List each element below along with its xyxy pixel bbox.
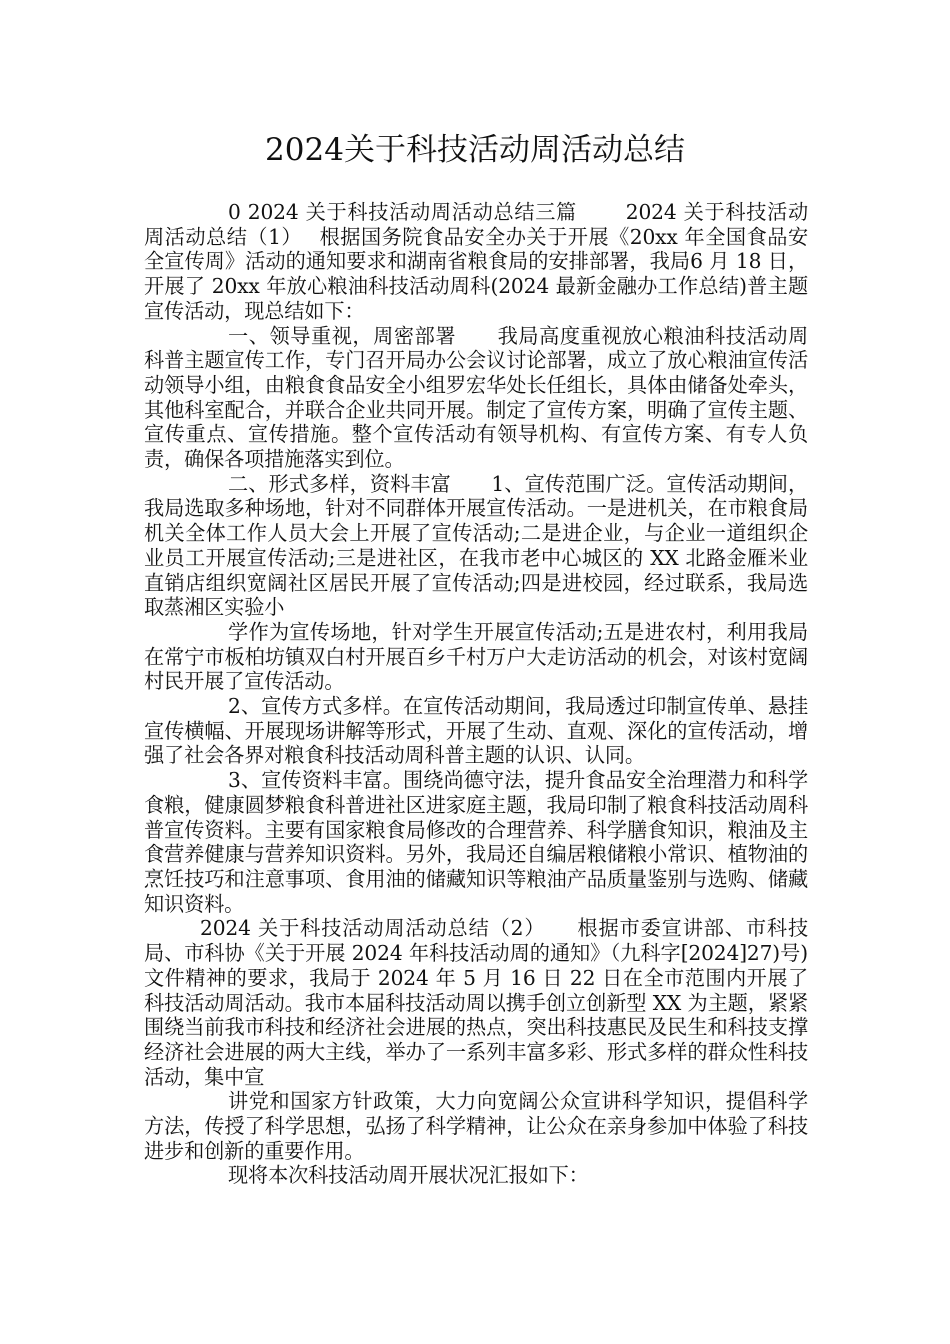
paragraph-summary-2: 2024 关于科技活动周活动总结（2） 根据市委宣讲部、市科技局、市科协《关于开展 2024 年科技活动周的通知》（九科字[2024]27)号)文件精神的要求，我局于 2024 年 5 月 16 日 22 日在全市范围内开展了科技活动周活动。我市本届科技活动周以携手创立创新型 XX 为主题，紧紧围绕当前我市科技和经济社会进展的热点，突出科技惠民及民生和科技支撑经济社会进展的两大主线，举办了一系列丰富多彩、形式多样的群众性科技活动，集中宣 [144,916,808,1089]
paragraph-leadership: 一、领导重视，周密部署 我局高度重视放心粮油科技活动周科普主题宣传工作，专门召开局办公会议讨论部署，成立了放心粮油宣传活动领导小组，由粮食食品安全小组罗宏华处长任组长，具体由储备处牵头，其他科室配合，并联合企业共同开展。制定了宣传方案，明确了宣传主题、宣传重点、宣传措施。整个宣传活动有领导机构、有宣传方案、有专人负责，确保各项措施落实到位。 [144,323,808,472]
paragraph-forms: 二、形式多样，资料丰富 1、宣传范围广泛。宣传活动期间，我局选取多种场地，针对不同群体开展宣传活动。一是进机关，在市粮食局机关全体工作人员大会上开展了宣传活动;二是进企业，与企业一道组织企业员工开展宣传活动;三是进社区，在我市老中心城区的 XX 北路金雁米业直销店组织宽阔社区居民开展了宣传活动;四是进校园，经过联系，我局选取蒸湘区实验小 [144,471,808,620]
paragraph-intro: 0 2024 关于科技活动周活动总结三篇 2024 关于科技活动周活动总结（1） 根据国务院食品安全办关于开展《20xx 年全国食品安全宣传周》活动的通知要求和湖南省粮食局的安排部署，我局6 月 18 日，开展了 20xx 年放心粮油科技活动周科(2024 最新金融办工作总结)普主题宣传活动，现总结如下： [144,200,808,323]
paragraph-materials: 3、宣传资料丰富。围绕尚德守法，提升食品安全治理潜力和科学食粮，健康圆梦粮食科普进社区进家庭主题，我局印制了粮食科技活动周科普宣传资料。主要有国家粮食局修改的合理营养、科学膳食知识，粮油及主食营养健康与营养知识资料。另外，我局还自编居粮储粮小常识、植物油的烹饪技巧和注意事项、食用油的储藏知识等粮油产品质量鉴别与选购、储藏知识资料。 [144,768,808,916]
document-title: 2024关于科技活动周活动总结 [265,132,685,168]
document-body [144,200,808,1188]
paragraph-school-village: 学作为宣传场地，针对学生开展宣传活动;五是进农村，利用我局在常宁市板柏坊镇双白村开展百乡千村万户大走访活动的机会，对该村宽阔村民开展了宣传活动。 [144,619,808,694]
paragraph-methods: 2、宣传方式多样。在宣传活动期间，我局透过印制宣传单、悬挂宣传横幅、开展现场讲解等形式，开展了生动、直观、深化的宣传活动，增强了社会各界对粮食科技活动周科普主题的认识、认同。 [144,694,808,768]
paragraph-report-intro: 现将本次科技活动周开展状况汇报如下： [228,1163,589,1188]
paragraph-promotion: 讲党和国家方针政策，大力向宽阔公众宣讲科学知识，提倡科学方法，传授了科学思想，弘扬了科学精神，让公众在亲身参加中体验了科技进步和创新的重要作用。 [144,1089,808,1163]
